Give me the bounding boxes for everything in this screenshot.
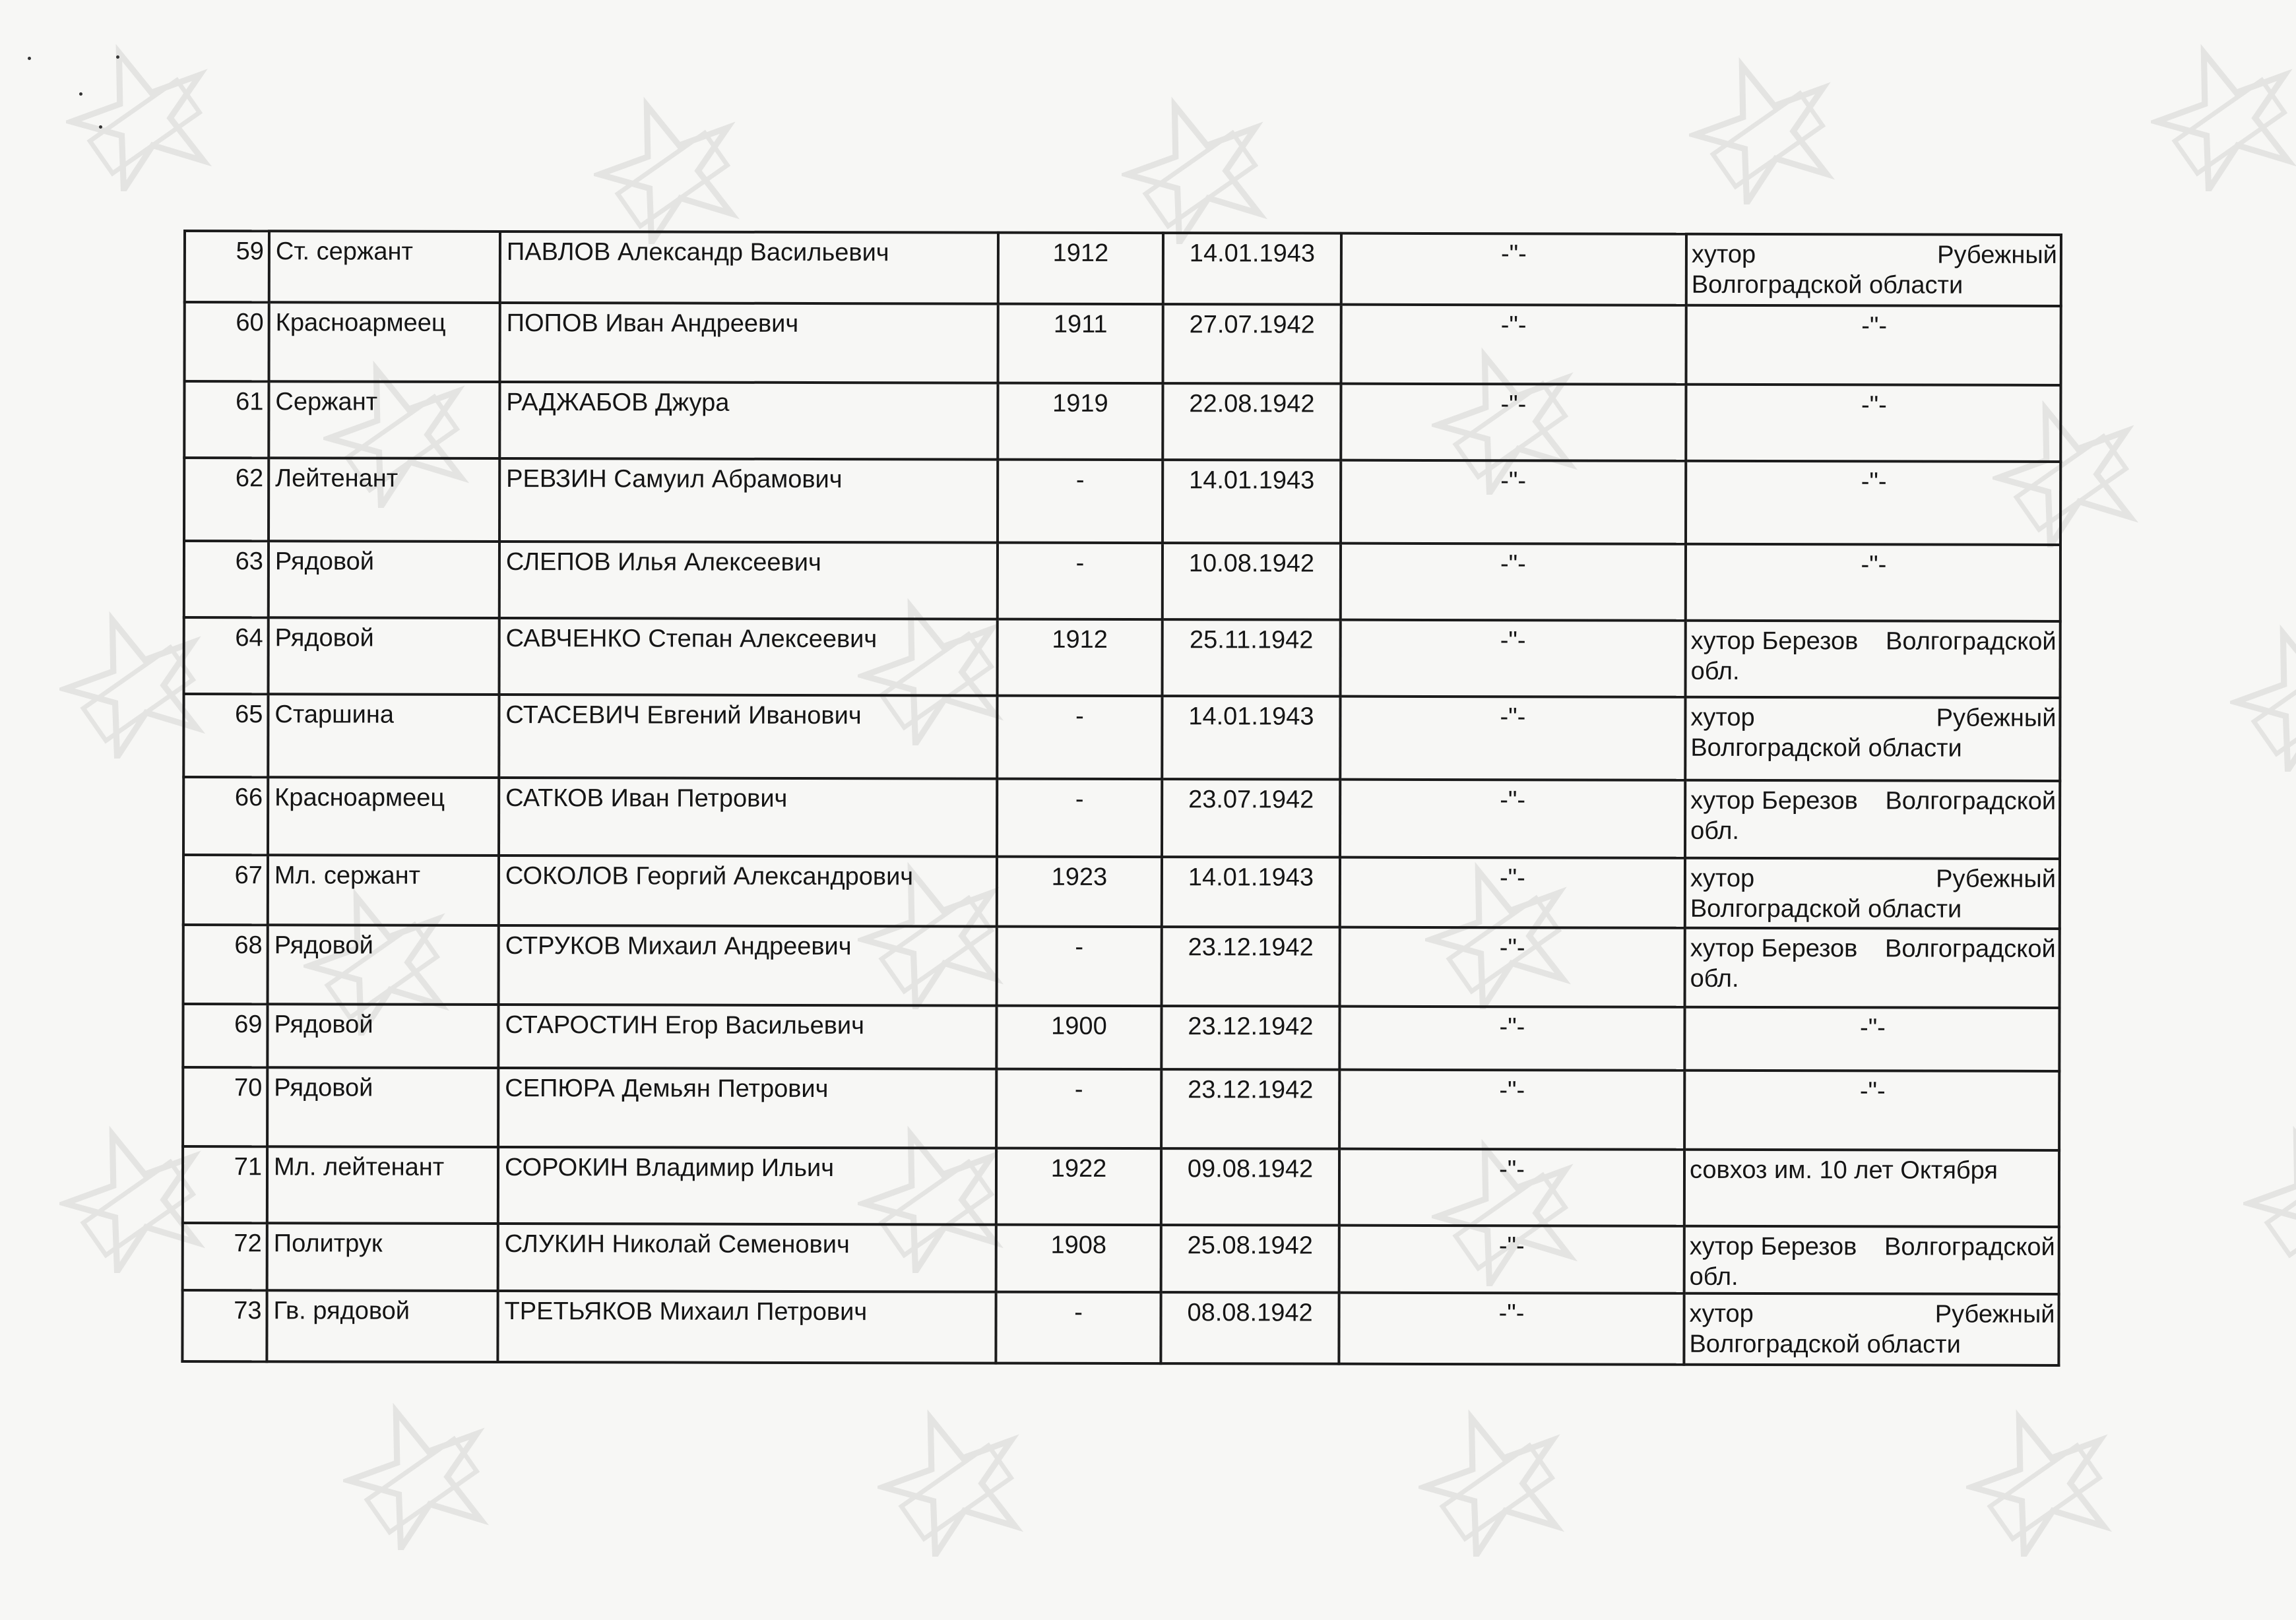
place-cell [1686, 385, 2060, 462]
burial-cell: -"- [1340, 927, 1685, 1007]
place-line-1 [1690, 702, 2056, 733]
place-part-a: хутор [1690, 703, 1755, 732]
place-cell [1686, 305, 2061, 385]
name-cell: СЕПЮРА Демьян Петрович [498, 1068, 996, 1148]
birth-year-cell: 1912 [998, 619, 1163, 697]
table-row [184, 381, 2060, 462]
birth-year-cell: 1900 [996, 1006, 1161, 1070]
table-row [184, 541, 2060, 621]
star-watermark-icon [877, 1405, 1029, 1557]
name-cell: ПАВЛОВ Александр Васильевич [500, 232, 998, 304]
place-line-1: -"- [1861, 312, 1888, 340]
star-watermark-icon [594, 92, 746, 244]
table-row [183, 855, 2060, 929]
burial-cell: -"- [1341, 384, 1686, 461]
place-part-b: Волгоградской [1885, 787, 2057, 815]
place-cell [1686, 234, 2061, 306]
place-line-2: Волгоградской области [1690, 894, 1962, 923]
place-part-a: хутор Березов [1690, 934, 1858, 963]
rank-cell: Гв. рядовой [267, 1290, 497, 1362]
row-number: 66 [183, 777, 268, 855]
rank-cell: Мл. лейтенант [267, 1146, 498, 1224]
place-cell [1684, 1071, 2059, 1150]
place-line-1: совхоз им. 10 лет Октября [1689, 1156, 1998, 1185]
birth-year-cell: 1919 [998, 383, 1163, 460]
death-date-cell: 14.01.1943 [1162, 696, 1340, 780]
place-part-a: хутор Березов [1690, 786, 1858, 815]
death-date-cell: 23.12.1942 [1161, 1006, 1339, 1070]
row-number: 73 [182, 1290, 267, 1361]
name-cell: СОРОКИН Владимир Ильич [498, 1147, 996, 1225]
death-date-cell: 14.01.1943 [1163, 233, 1341, 305]
burial-cell: -"- [1341, 234, 1686, 305]
rank-cell: Мл. сержант [268, 855, 499, 925]
rank-cell: Сержант [269, 381, 499, 458]
name-cell: СОКОЛОВ Георгий Александрович [499, 856, 997, 927]
burial-cell: -"- [1339, 1226, 1684, 1293]
star-watermark-icon [2230, 620, 2296, 772]
table-row [183, 694, 2060, 781]
row-number: 71 [183, 1146, 267, 1223]
rank-cell: Политрук [267, 1223, 498, 1291]
place-line-1 [1690, 863, 2056, 894]
table-row [182, 1290, 2058, 1365]
birth-year-cell: 1922 [996, 1148, 1161, 1226]
row-number: 72 [183, 1223, 267, 1290]
place-cell [1685, 780, 2060, 859]
place-line-1: -"- [1861, 551, 1887, 579]
death-date-cell: 25.11.1942 [1163, 619, 1341, 697]
place-line-2: Волгоградской области [1690, 733, 1962, 763]
place-line-2: обл. [1690, 817, 1740, 845]
burial-cell: -"- [1339, 1007, 1684, 1071]
table-row [185, 231, 2061, 306]
row-number: 65 [183, 694, 268, 777]
burial-cell: -"- [1340, 857, 1685, 928]
row-number: 69 [183, 1004, 267, 1067]
death-date-cell: 23.12.1942 [1162, 927, 1340, 1007]
rank-cell: Рядовой [267, 1004, 498, 1068]
place-cell [1684, 1007, 2059, 1071]
name-cell: СТАРОСТИН Егор Васильевич [498, 1005, 996, 1069]
place-line-2: обл. [1690, 657, 1740, 685]
birth-year-cell: - [998, 543, 1163, 620]
place-line-2: обл. [1689, 1262, 1738, 1291]
birth-year-cell: - [997, 779, 1162, 857]
birth-year-cell: 1908 [996, 1225, 1161, 1293]
burial-cell: -"- [1341, 620, 1686, 697]
scan-speck [28, 57, 31, 60]
row-number: 62 [184, 458, 269, 541]
place-part-b: Волгоградской [1884, 1233, 2055, 1261]
name-cell: СТАСЕВИЧ Евгений Иванович [499, 695, 997, 779]
star-watermark-icon [1122, 92, 1273, 244]
rank-cell: Старшина [268, 694, 499, 778]
row-number: 59 [185, 231, 269, 302]
place-line-1 [1690, 1299, 2055, 1330]
death-date-cell: 25.08.1942 [1161, 1225, 1339, 1293]
death-date-cell: 14.01.1943 [1163, 460, 1341, 544]
row-number: 63 [184, 541, 269, 617]
row-number: 60 [185, 302, 269, 381]
place-line-1 [1690, 1231, 2055, 1262]
row-number: 68 [183, 925, 268, 1004]
rank-cell: Рядовой [268, 925, 499, 1005]
place-cell [1684, 1150, 2059, 1227]
place-cell [1684, 1293, 2058, 1365]
death-date-cell: 27.07.1942 [1163, 304, 1341, 384]
burial-cell: -"- [1341, 544, 1686, 621]
burial-cell: -"- [1339, 1149, 1684, 1226]
table-row [183, 777, 2060, 859]
death-date-cell: 08.08.1942 [1161, 1292, 1339, 1364]
place-line-2: Волгоградской области [1691, 270, 1963, 299]
place-line-1 [1691, 626, 2057, 657]
name-cell: РЕВЗИН Самуил Абрамович [499, 458, 998, 543]
row-number: 61 [184, 381, 269, 458]
rank-cell: Лейтенант [269, 458, 499, 542]
place-cell [1684, 1226, 2059, 1294]
rank-cell: Красноармеец [269, 302, 500, 382]
place-part-a: хутор Березов [1690, 627, 1859, 656]
star-watermark-icon [2151, 40, 2296, 191]
star-watermark-icon [343, 1398, 495, 1550]
name-cell: ПОПОВ Иван Андреевич [500, 303, 998, 383]
birth-year-cell: - [996, 1069, 1161, 1149]
place-cell [1685, 858, 2060, 929]
table-row [185, 302, 2061, 385]
table-row [183, 1004, 2059, 1071]
table-row [183, 925, 2060, 1008]
place-part-b: Рубежный [1936, 704, 2057, 732]
rank-cell: Рядовой [269, 541, 499, 618]
place-line-1: -"- [1861, 391, 1887, 420]
place-part-a: хутор [1691, 240, 1756, 268]
death-date-cell: 09.08.1942 [1161, 1148, 1339, 1226]
place-cell [1686, 461, 2060, 545]
table-row [184, 617, 2060, 698]
death-date-cell: 23.07.1942 [1162, 779, 1340, 857]
birth-year-cell: 1923 [997, 857, 1162, 927]
table-row [183, 1067, 2059, 1150]
death-date-cell: 22.08.1942 [1163, 383, 1341, 460]
rank-cell: Ст. сержант [269, 231, 500, 303]
place-line-1 [1692, 239, 2057, 270]
place-part-a: хутор Березов [1689, 1232, 1857, 1261]
place-part-a: хутор [1690, 864, 1755, 892]
table-body [182, 231, 2061, 1365]
place-line-1: -"- [1861, 468, 1887, 496]
birth-year-cell: - [997, 696, 1162, 780]
place-cell [1686, 544, 2060, 621]
place-part-b: Волгоградской [1884, 935, 2056, 963]
death-date-cell: 10.08.1942 [1163, 543, 1341, 620]
birth-year-cell: 1911 [998, 304, 1163, 384]
star-watermark-icon [1689, 53, 1841, 204]
star-watermark-icon [66, 40, 218, 191]
row-number: 67 [183, 855, 268, 925]
birth-year-cell: - [998, 460, 1163, 544]
name-cell: СЛЕПОВ Илья Алексеевич [499, 542, 998, 619]
table-row [183, 1146, 2059, 1227]
row-number: 70 [183, 1067, 267, 1146]
place-part-b: Рубежный [1936, 865, 2056, 893]
birth-year-cell: - [996, 1292, 1161, 1364]
name-cell: СЛУКИН Николай Семенович [498, 1224, 996, 1292]
burial-cell: -"- [1341, 305, 1686, 385]
place-line-1 [1690, 786, 2056, 817]
name-cell: ТРЕТЬЯКОВ Михаил Петрович [497, 1291, 996, 1363]
place-part-a: хутор [1689, 1299, 1754, 1328]
star-watermark-icon [1419, 1405, 1570, 1557]
name-cell: САВЧЕНКО Степан Алексеевич [499, 618, 998, 696]
place-line-1: -"- [1859, 1077, 1886, 1106]
row-number: 64 [184, 617, 269, 694]
star-watermark-icon [2243, 1121, 2296, 1273]
name-cell: РАДЖАБОВ Джура [499, 382, 998, 460]
burial-cell: -"- [1339, 1070, 1684, 1150]
burial-cell: -"- [1340, 697, 1685, 780]
burial-cell: -"- [1340, 780, 1685, 858]
name-cell: СТРУКОВ Михаил Андреевич [499, 925, 997, 1006]
death-date-cell: 23.12.1942 [1161, 1069, 1339, 1149]
place-part-b: Волгоградской [1885, 627, 2057, 656]
burial-cell: -"- [1341, 460, 1686, 544]
birth-year-cell: 1912 [998, 233, 1163, 305]
table-row [183, 1223, 2059, 1294]
place-part-b: Рубежный [1937, 241, 2057, 269]
place-cell [1685, 697, 2060, 781]
place-line-2: обл. [1690, 964, 1739, 993]
table-row [184, 458, 2060, 545]
birth-year-cell: - [997, 927, 1162, 1007]
place-part-b: Рубежный [1934, 1300, 2055, 1328]
place-line-2: Волгоградской области [1689, 1330, 1961, 1359]
burial-cell: -"- [1339, 1293, 1684, 1365]
rank-cell: Рядовой [269, 617, 499, 695]
death-date-cell: 14.01.1943 [1162, 857, 1340, 927]
name-cell: САТКОВ Иван Петрович [499, 778, 997, 857]
place-line-1 [1690, 933, 2056, 964]
casualty-table [181, 230, 2062, 1367]
rank-cell: Рядовой [267, 1067, 498, 1147]
place-cell [1685, 928, 2060, 1008]
rank-cell: Красноармеец [268, 777, 499, 856]
star-watermark-icon [1966, 1405, 2118, 1557]
place-cell [1686, 621, 2060, 698]
place-line-1: -"- [1860, 1014, 1886, 1042]
